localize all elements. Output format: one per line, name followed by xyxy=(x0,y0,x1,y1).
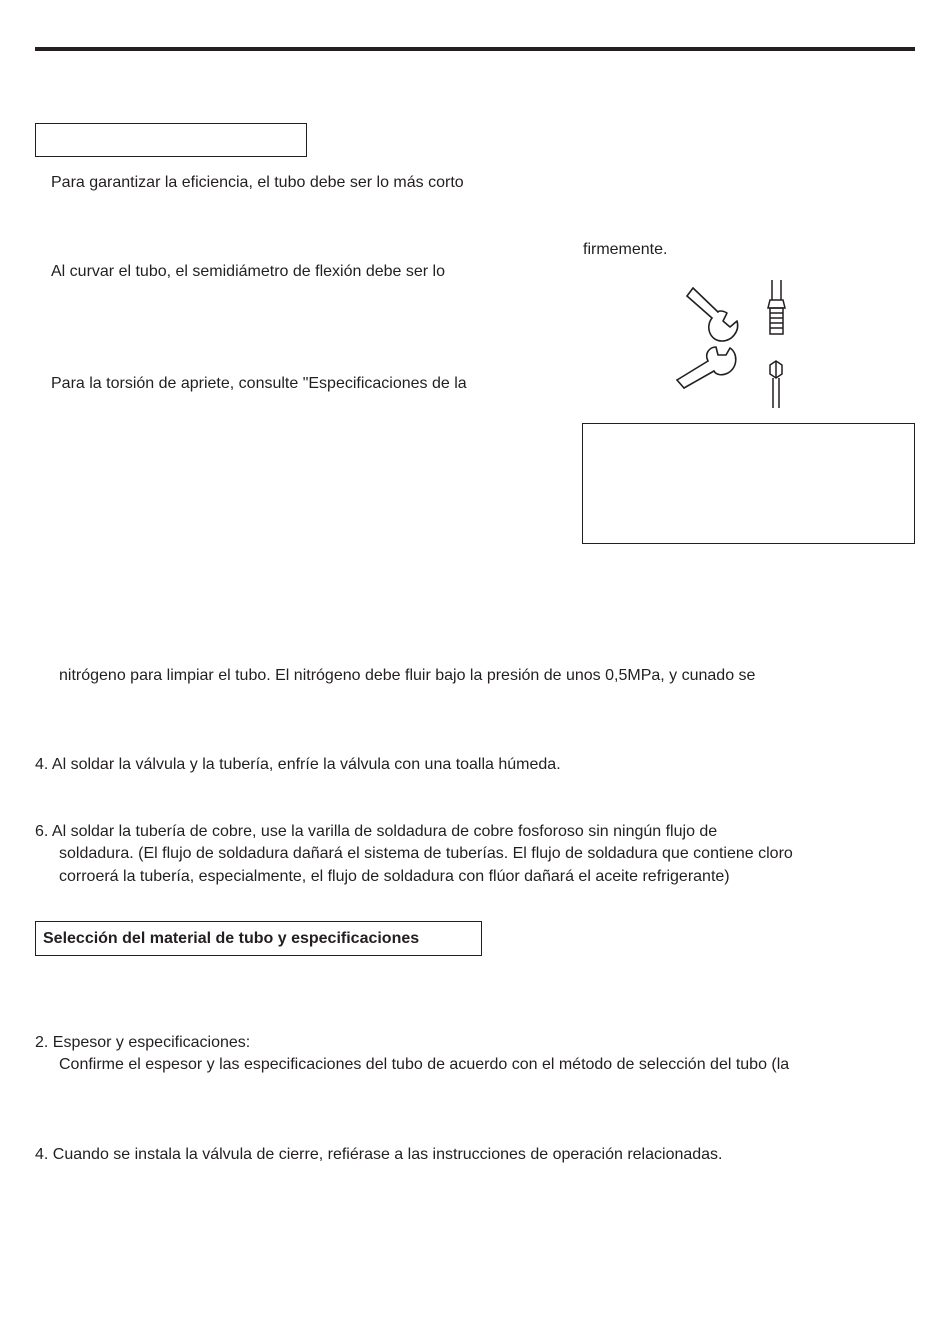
valve-step-4: 4. Cuando se instala la válvula de cierre, refiérase a las instrucciones de operación relacionadas. xyxy=(35,1146,723,1163)
spec-step-2-title: 2. Espesor y especificaciones: xyxy=(35,1034,251,1051)
soldering-step-6-line-3: corroerá la tubería, especialmente, el flujo de soldadura con flúor dañará el aceite refrigerante) xyxy=(59,868,730,885)
wrench-figure xyxy=(660,275,800,415)
top-rule xyxy=(35,47,915,51)
left-text-line-1: Para garantizar la eficiencia, el tubo debe ser lo más corto xyxy=(51,174,464,191)
wrench-icon xyxy=(687,288,738,341)
section-heading: Selección del material de tubo y especificaciones xyxy=(35,921,482,956)
left-text-line-3: Para la torsión de apriete, consulte "Especificaciones de la xyxy=(51,375,467,392)
left-text-line-2: Al curvar el tubo, el semidiámetro de flexión debe ser lo xyxy=(51,263,445,280)
flare-nut-icon xyxy=(770,361,782,408)
spec-step-2-text: Confirme el espesor y las especificaciones del tubo de acuerdo con el método de selección del tubo (la xyxy=(59,1056,790,1073)
soldering-step-6-line-1: 6. Al soldar la tubería de cobre, use la varilla de soldadura de cobre fosforoso sin ningún flujo de xyxy=(35,823,718,840)
flare-fitting-icon xyxy=(768,280,785,334)
soldering-step-6-line-2: soldadura. (El flujo de soldadura dañará el sistema de tuberías. El flujo de soldadura que contiene cloro xyxy=(59,845,793,862)
nitrogen-text: nitrógeno para limpiar el tubo. El nitrógeno debe fluir bajo la presión de unos 0,5MPa, y cunado se xyxy=(59,667,756,684)
note-box xyxy=(582,423,915,544)
firmly-text: firmemente. xyxy=(583,241,668,258)
wrench-icon xyxy=(677,347,736,388)
soldering-step-4: 4. Al soldar la válvula y la tubería, enfríe la válvula con una toalla húmeda. xyxy=(35,756,561,773)
empty-heading-box xyxy=(35,123,307,157)
